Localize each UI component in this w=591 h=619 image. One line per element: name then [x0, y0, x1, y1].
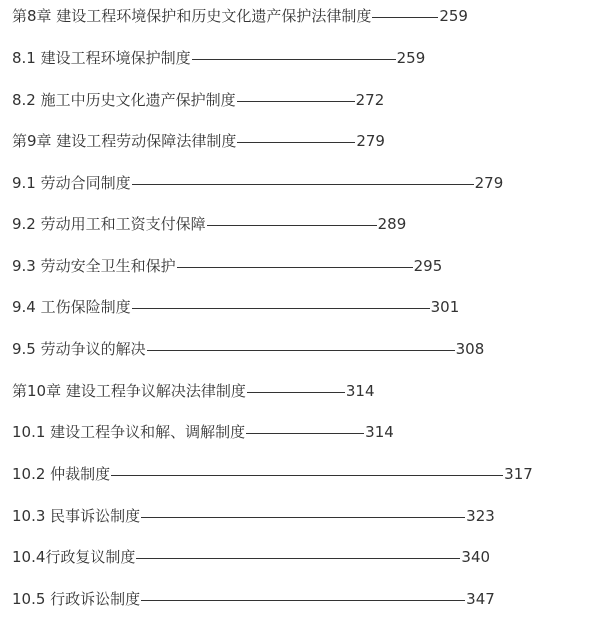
toc-leader-line [132, 308, 430, 309]
toc-entry-title: 9.2 劳动用工和工资支付保障 [12, 215, 206, 233]
toc-entry-9-5[interactable] [12, 338, 484, 360]
toc-entry-title: 10.4行政复议制度 [12, 548, 136, 566]
toc-entry-ch10[interactable] [12, 380, 375, 402]
toc-entry-10-1[interactable] [12, 421, 394, 443]
toc-entry-title: 第10章 建设工程争议解决法律制度 [12, 382, 246, 400]
toc-entry-8-1[interactable] [12, 47, 425, 69]
toc-page-number: 289 [377, 215, 407, 233]
toc-entry-title: 9.3 劳动安全卫生和保护 [12, 257, 176, 275]
toc-entry-title: 8.2 施工中历史文化遗产保护制度 [12, 91, 236, 109]
toc-entry-9-4[interactable] [12, 296, 459, 318]
toc-entry-ch9[interactable] [12, 130, 385, 152]
toc-entry-10-3[interactable] [12, 505, 495, 527]
toc-leader-line [177, 267, 413, 268]
toc-leader-line [247, 392, 345, 393]
toc-page-number: 279 [356, 132, 385, 150]
toc-entry-10-4[interactable] [12, 546, 490, 568]
toc-entry-title: 10.2 仲裁制度 [12, 465, 111, 483]
toc-page-number: 323 [466, 507, 495, 525]
toc-entry-title: 10.5 行政诉讼制度 [12, 590, 141, 608]
toc-leader-line [207, 225, 377, 226]
toc-page-number: 347 [466, 590, 495, 608]
toc-leader-line [192, 59, 396, 60]
toc-leader-line [147, 350, 455, 351]
toc-entry-title: 10.3 民事诉讼制度 [12, 507, 141, 525]
toc-page-number: 259 [439, 7, 468, 25]
toc-entry-title: 8.1 建设工程环境保护制度 [12, 49, 191, 67]
toc-page-number: 279 [474, 174, 504, 192]
toc-leader-line [237, 142, 355, 143]
toc-entry-ch8[interactable] [12, 5, 468, 27]
toc-entry-9-1[interactable] [12, 172, 503, 194]
toc-entry-10-5[interactable] [12, 588, 495, 610]
toc-page-number: 259 [396, 49, 426, 67]
toc-leader-line [136, 558, 460, 559]
toc-entry-9-3[interactable] [12, 255, 442, 277]
toc-entry-title: 10.1 建设工程争议和解、调解制度 [12, 423, 246, 441]
toc-page-number: 295 [413, 257, 443, 275]
toc-entry-10-2[interactable] [12, 463, 533, 485]
toc-page-number: 314 [345, 382, 375, 400]
toc-leader-line [141, 600, 465, 601]
toc-entry-title: 9.4 工伤保险制度 [12, 298, 131, 316]
toc-leader-line [111, 475, 503, 476]
toc-page-number: 272 [355, 91, 385, 109]
toc-entry-title: 第8章 建设工程环境保护和历史文化遗产保护法律制度 [12, 7, 372, 25]
toc-page-number: 301 [430, 298, 460, 316]
toc-leader-line [246, 433, 364, 434]
toc-entry-8-2[interactable] [12, 89, 384, 111]
toc-leader-line [132, 184, 474, 185]
toc-entry-title: 第9章 建设工程劳动保障法律制度 [12, 132, 237, 150]
toc-leader-line [141, 517, 465, 518]
toc-entry-9-2[interactable] [12, 213, 406, 235]
toc-page-number: 340 [461, 548, 491, 566]
toc-page-number: 314 [365, 423, 394, 441]
toc-entry-title: 9.5 劳动争议的解决 [12, 340, 146, 358]
toc-leader-line [237, 101, 355, 102]
toc-page-number: 308 [455, 340, 485, 358]
toc-entry-title: 9.1 劳动合同制度 [12, 174, 131, 192]
toc-leader-line [372, 17, 438, 18]
toc-page-number: 317 [504, 465, 533, 483]
